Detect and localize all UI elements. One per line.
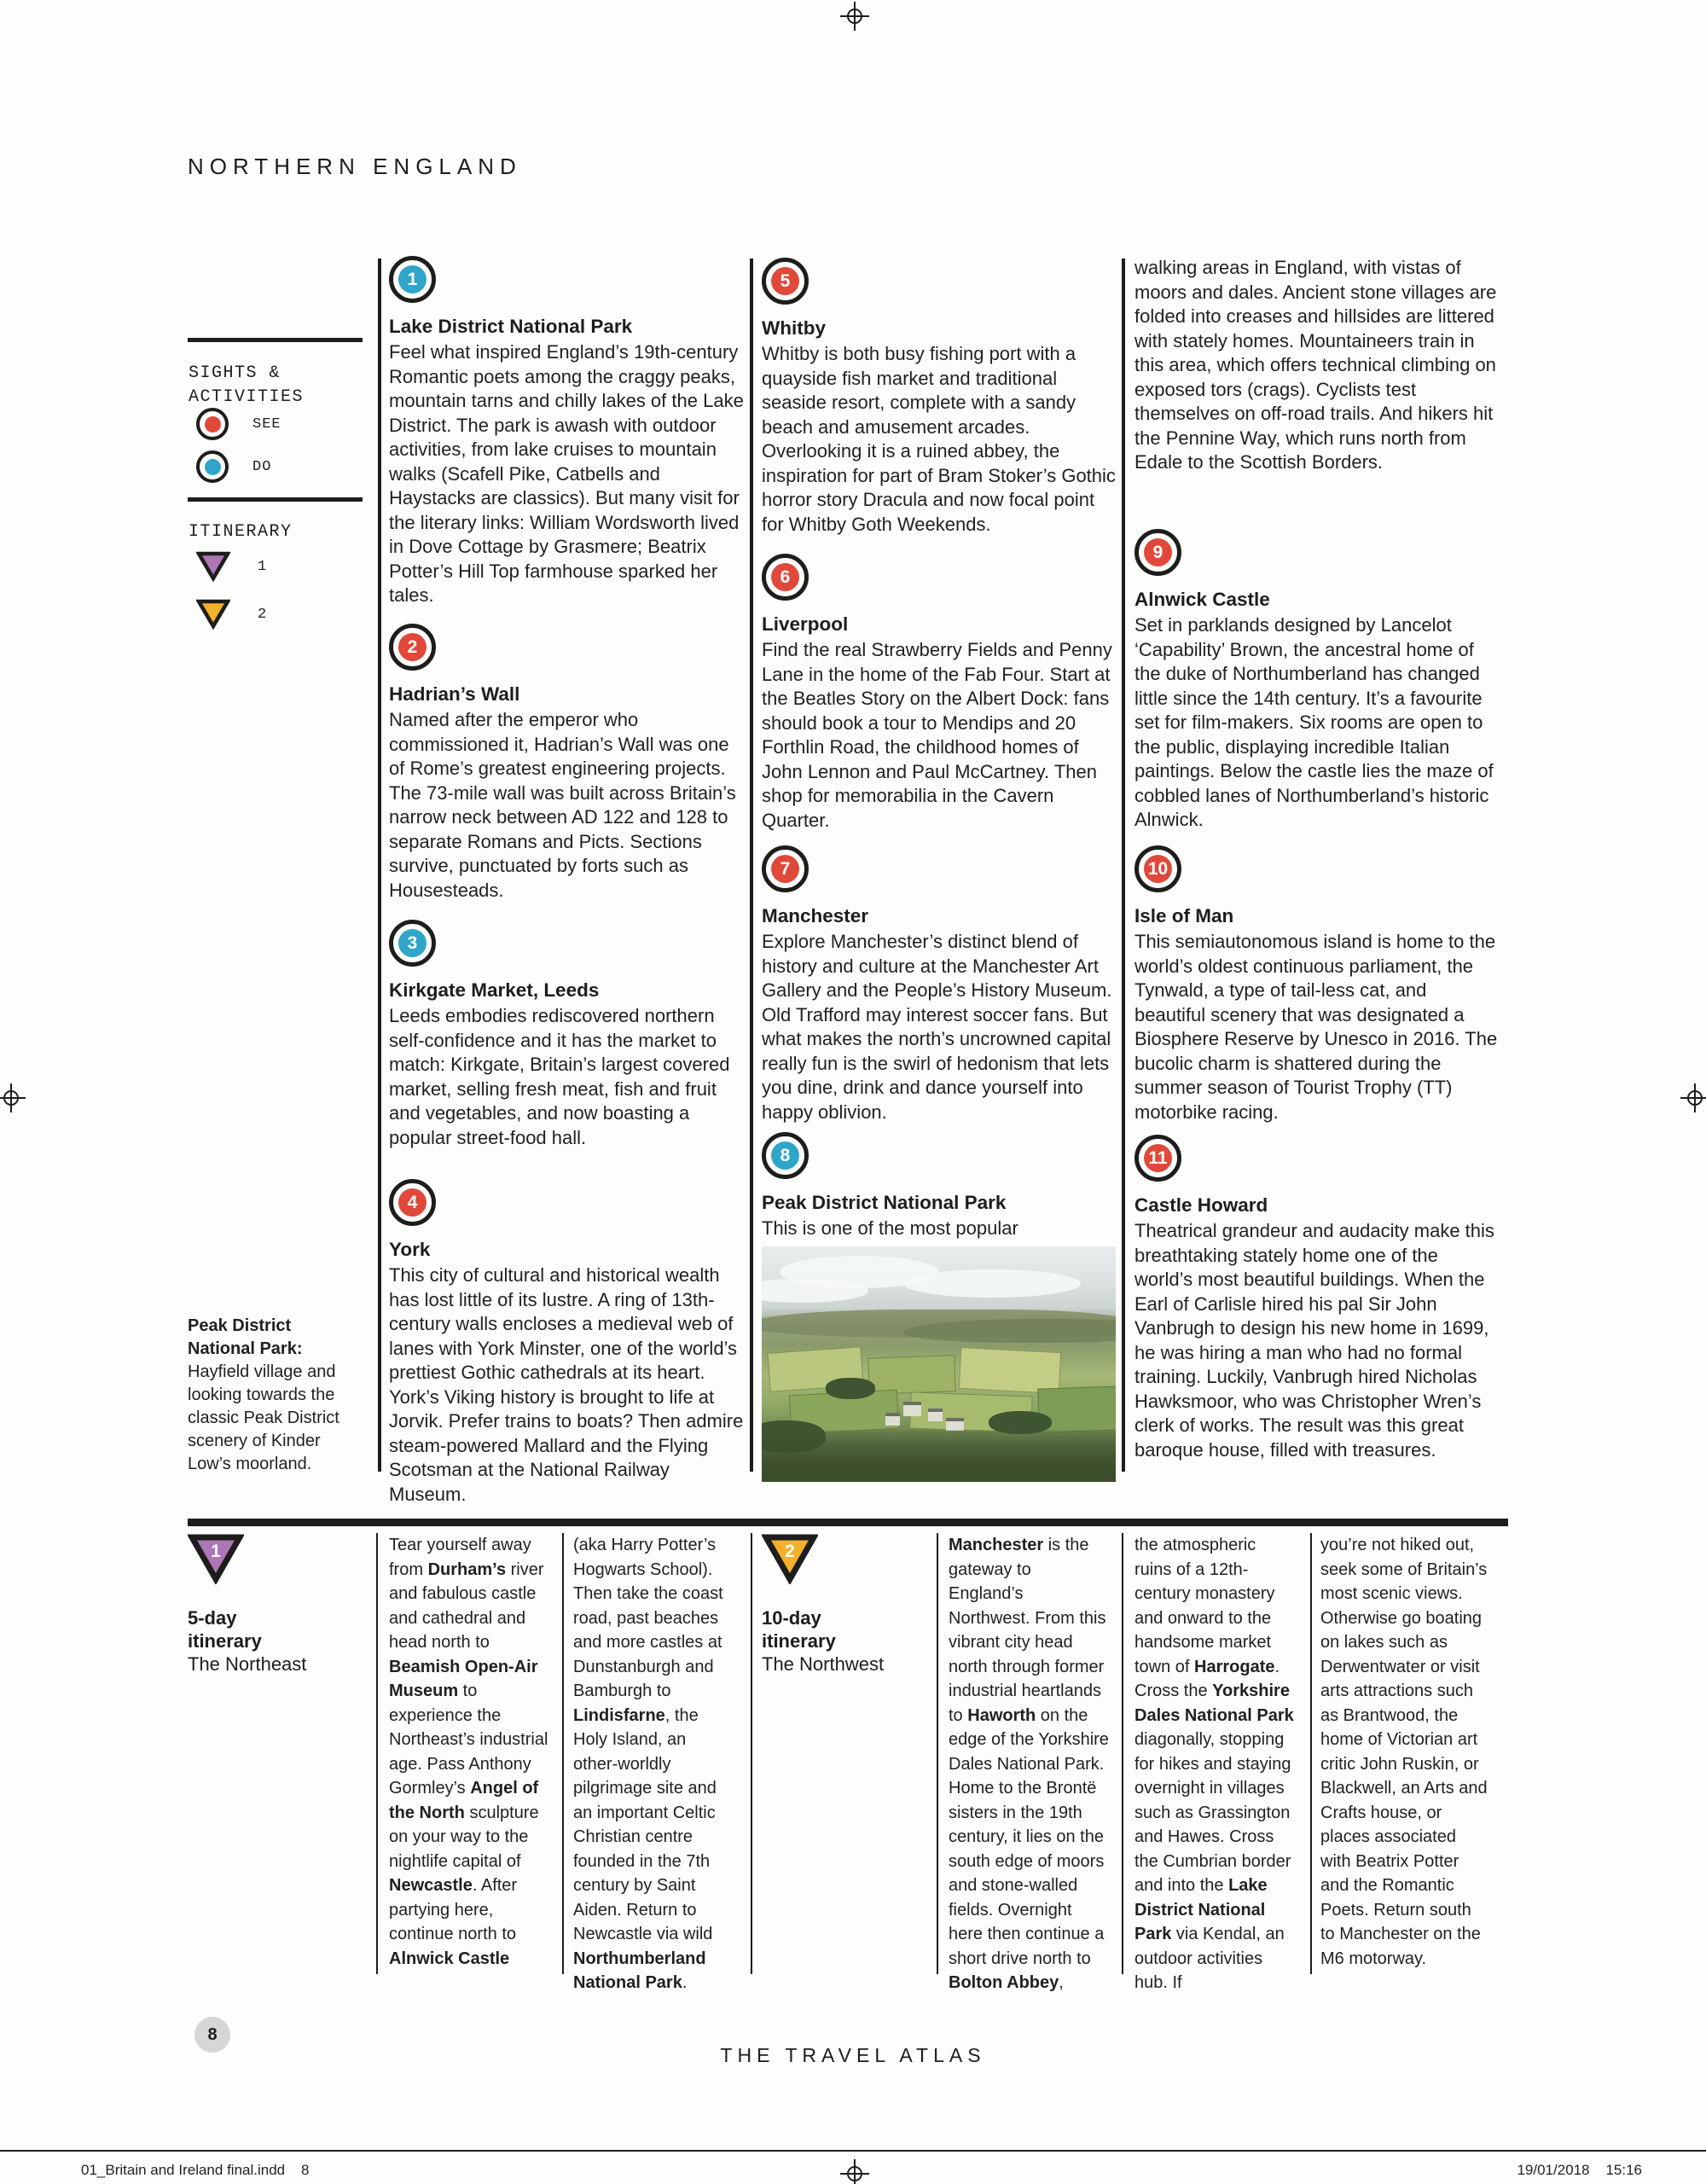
legend-item-itinerary-1 xyxy=(196,551,267,582)
sight-entry xyxy=(762,845,1116,1124)
sight-number: 5 xyxy=(771,267,799,295)
sight-text: Feel what inspired England’s 19th-century Romantic poets among the craggy peaks, mountain tarns and chilly lakes of the Lake District. The park is awash with outdoor activities, from lake cruises to mountain walks (Scafell Pike, Catbells and Haystacks are classics). But many visit for the literary links: William Wordsworth lived in Dove Cottage by Grasmere; Beatrix Potter’s Hill Top farmhouse sparked her tales. xyxy=(389,341,744,606)
sight-number-marker xyxy=(389,624,436,671)
photo-caption-text: Hayfield village and looking towards the classic Peak District scenery of Kinder Low’s moorland. xyxy=(188,1362,339,1473)
itinerary-1-triangle-icon xyxy=(196,551,230,582)
sight-number: 1 xyxy=(398,265,426,293)
legend-item-do xyxy=(196,450,271,483)
print-slug-rule xyxy=(0,2150,1706,2152)
sight-title: Alnwick Castle xyxy=(1134,589,1270,610)
sight-number-marker xyxy=(1134,845,1181,892)
sight-entry xyxy=(389,256,746,608)
sight-number-marker xyxy=(1134,1135,1181,1182)
legend-item-see xyxy=(196,408,281,440)
column-3 xyxy=(1134,0,1500,1519)
sight-number: 7 xyxy=(771,855,799,883)
sight-text: walking areas in England, with vistas of moors and dales. Ancient stone villages are folded into creases and hillsides are littered with stately homes. Mountaineers train in this area, which offers technical climbing on exposed tors (crags). Cyclists test themselves on off-road trails. And hikers hit the Pennine Way, which runs north from Edale to the Scottish Borders. xyxy=(1134,257,1497,473)
itinerary-1-label xyxy=(188,1533,358,1676)
itinerary-text-column xyxy=(949,1533,1109,1995)
sight-entry xyxy=(762,1132,1116,1482)
column-rule xyxy=(937,1533,938,1974)
itinerary-number: 2 xyxy=(785,1542,795,1561)
sight-number: 11 xyxy=(1144,1144,1172,1172)
sight-text: Named after the emperor who commissioned it, Hadrian’s Wall was one of Rome’s greatest engineering projects. The 73-mile wall was built across Britain’s narrow neck between AD 122 and 128 to separate Romans and Picts. Sections survive, punctuated by forts such as Housesteads. xyxy=(389,709,736,901)
sight-entry xyxy=(762,258,1116,537)
sight-entry xyxy=(1134,1135,1500,1462)
column-rule xyxy=(378,258,381,1472)
column-rule xyxy=(1310,1533,1312,1974)
itinerary-text-column xyxy=(573,1533,732,1995)
sight-text: Leeds embodies rediscovered northern self-confidence and it has the market to match: Kirkgate, Britain’s largest covered market, selling fresh meat, fish and fruit and vegetables, and now boasting a popular street-food hall. xyxy=(389,1005,730,1148)
column-rule xyxy=(750,258,753,1472)
registration-mark-icon xyxy=(0,1083,26,1112)
sight-number-marker xyxy=(389,1179,436,1226)
itinerary-text: Tear yourself away from Durham’s river and fabulous castle and cathedral and head north to Beamish Open-Air Museum to experience the Northeast’s industrial age. Pass Anthony Gormley’s Angel of the North sculpture on your way to the nightlife capital of Newcastle. After partying here, continue north to Alnwick Castle xyxy=(389,1536,548,1968)
itinerary-text-column xyxy=(1134,1533,1297,1995)
column-rule xyxy=(1122,1533,1123,1974)
photo-caption xyxy=(188,1315,351,1476)
itinerary-2-triangle-icon xyxy=(196,599,230,630)
registration-mark-icon xyxy=(1680,1083,1706,1112)
sight-text: This city of cultural and historical wealth has lost little of its lustre. A ring of 13th-century walls encloses a medieval web of lanes with York Minster, one of the world’s prettiest Gothic cathedrals at its heart. York’s Viking history is brought to life at Jorvik. Prefer trains to boats? Then admire steam-powered Mallard and the Flying Scotsman at the National Railway Museum. xyxy=(389,1264,744,1505)
sight-title: Lake District National Park xyxy=(389,316,633,337)
sight-entry xyxy=(389,920,746,1150)
itinerary-title: 10-day itinerary The Northwest xyxy=(762,1607,885,1675)
sight-number: 2 xyxy=(398,633,426,661)
sight-text: Explore Manchester’s distinct blend of history and culture at the Manchester Art Gallery and the People’s History Museum. Old Trafford may interest soccer fans. But what makes the north’s uncrowned capital really fun is the swirl of hedonism that lets you dine, drink and dance yourself into happy oblivion. xyxy=(762,931,1112,1123)
itinerary-text-column xyxy=(1320,1533,1488,1971)
sight-number: 9 xyxy=(1144,538,1172,566)
column-rule xyxy=(1122,258,1125,1472)
divider xyxy=(188,497,363,502)
sight-title: Hadrian’s Wall xyxy=(389,683,520,705)
sight-entry xyxy=(389,624,746,903)
sight-number-marker xyxy=(762,1132,809,1179)
legend-label: 1 xyxy=(258,558,268,575)
sight-text: This semiautonomous island is home to the world’s oldest continuous parliament, the Tynwald, a type of tail-less cat, and beautiful scenery that was designated a Biosphere Reserve by Unesco in 2016. The bucolic charm is shattered during the summer season of Tourist Trophy (TT) motorbike racing. xyxy=(1134,931,1498,1123)
sight-number: 8 xyxy=(771,1141,799,1170)
sight-number-marker xyxy=(762,554,809,601)
itinerary-text: Manchester is the gateway to England’s Northwest. From this vibrant city head north through former industrial heartlands to Haworth on the edge of the Yorkshire Dales National Park. Home to the Brontë sisters in the 19th century, it lies on the south edge of moors and stone-walled fields. Overnight here then continue a short drive north to Bolton Abbey, xyxy=(949,1536,1109,1992)
column-2 xyxy=(762,0,1116,1519)
itinerary-text-column xyxy=(389,1533,549,1971)
itinerary-2-label xyxy=(762,1533,924,1676)
sight-title: Liverpool xyxy=(762,613,849,635)
itinerary-number: 1 xyxy=(211,1542,221,1561)
photo-caption-title: Peak District National Park: xyxy=(188,1316,303,1358)
column-1 xyxy=(389,0,746,1519)
sight-title: Castle Howard xyxy=(1134,1194,1268,1216)
sight-entry xyxy=(1134,845,1500,1124)
legend-item-itinerary-2 xyxy=(196,599,267,630)
column-rule xyxy=(751,1533,752,1974)
sight-text: Set in parklands designed by Lancelot ‘Capability’ Brown, the ancestral home of the duke of Northumberland has changed little since the 14th century. It’s a favourite set for film-makers. Six rooms are open to the public, displaying incredible Italian paintings. Below the castle lies the maze of cobbled lanes of Northumberland’s historic Alnwick. xyxy=(1134,614,1494,830)
registration-mark-icon xyxy=(840,2159,869,2184)
continuation-paragraph xyxy=(1134,256,1500,475)
peak-district-photo xyxy=(762,1246,1116,1482)
sight-number-marker xyxy=(762,258,809,305)
sight-number-marker xyxy=(389,256,436,303)
sight-text: This is one of the most popular xyxy=(762,1217,1018,1239)
sight-text: Whitby is both busy fishing port with a quayside fish market and traditional seaside resort, complete with a sandy beach and amusement arcades. Overlooking it is a ruined abbey, the inspiration for part of Bram Stoker’s Gothic horror story Dracula and now focal point for Whitby Goth Weekends. xyxy=(762,343,1116,535)
sight-title: Isle of Man xyxy=(1134,905,1234,926)
sight-number: 10 xyxy=(1144,855,1172,883)
itinerary-text: the atmospheric ruins of a 12th-century monastery and onward to the handsome market town of Harrogate. Cross the Yorkshire Dales National Park diagonally, stopping for hikes and staying overnight in villages such as Grassington and Hawes. Cross the Cumbrian border and into the Lake District National Park via Kendal, an outdoor activities hub. If xyxy=(1134,1536,1294,1992)
sight-text: Theatrical grandeur and audacity make this breathtaking stately home one of the world’s most beautiful buildings. When the Earl of Carlisle hired his pal Sir John Vanbrugh to design his new home in 1699, he was hiring a man who had no formal training. Luckily, Vanbrugh hired Nicholas Hawksmoor, who was Christopher Wren’s clerk of works. The result was this great baroque house, filled with treasures. xyxy=(1134,1220,1494,1461)
divider xyxy=(188,338,363,342)
itinerary-title: 5-day itinerary The Northeast xyxy=(188,1607,307,1675)
column-rule xyxy=(376,1533,378,1974)
sight-title: York xyxy=(389,1239,431,1260)
sight-title: Whitby xyxy=(762,317,826,339)
sight-number-marker xyxy=(389,920,436,967)
sight-title: Peak District National Park xyxy=(762,1192,1007,1213)
itinerary-text: you’re not hiked out, seek some of Britain’s most scenic views. Otherwise go boating on lakes such as Derwentwater or visit arts attractions such as Brantwood, the home of Victorian art critic John Ruskin, or Blackwell, an Arts and Crafts house, or places associated with Beatrix Potter and the Romantic Poets. Return south to Manchester on the M6 motorway. xyxy=(1320,1536,1488,1968)
legend-label: DO xyxy=(252,458,272,475)
do-marker-icon xyxy=(196,450,229,483)
page-number-badge: 8 xyxy=(194,2017,230,2053)
see-marker-icon xyxy=(196,408,229,440)
column-rule xyxy=(562,1533,564,1974)
sight-text: Find the real Strawberry Fields and Penny Lane in the home of the Fab Four. Start at the Beatles Story on the Albert Dock: fans should book a tour to Mendips and 20 Forthlin Road, the childhood homes of John Lennon and Paul McCartney. Then shop for memorabilia in the Cavern Quarter. xyxy=(762,639,1112,831)
sight-number: 6 xyxy=(771,563,799,591)
legend-label: SEE xyxy=(252,415,281,433)
legend-itinerary-title: ITINERARY xyxy=(189,522,293,542)
sight-number-marker xyxy=(762,845,809,892)
section-divider xyxy=(188,1519,1508,1526)
itinerary-text: (aka Harry Potter’s Hogwarts School). Then take the coast road, past beaches and more castles at Dunstanburgh and Bamburgh to Lindisfarne, the Holy Island, an other-worldly pilgrimage site and an important Celtic Christian centre founded in the 7th century by Saint Aiden. Return to Newcastle via wild Northumberland National Park. xyxy=(573,1536,723,1992)
legend-sights-title: SIGHTS & ACTIVITIES xyxy=(189,363,305,407)
print-slug-datetime: 19/01/2018 15:16 xyxy=(1517,2162,1642,2178)
sight-number: 3 xyxy=(398,929,426,957)
legend-label: 2 xyxy=(258,606,268,623)
sight-title: Kirkgate Market, Leeds xyxy=(389,979,600,1001)
footer-brand: THE TRAVEL ATLAS xyxy=(720,2044,986,2066)
sight-entry xyxy=(1134,529,1500,833)
sight-number: 4 xyxy=(398,1188,426,1217)
sight-title: Manchester xyxy=(762,905,869,926)
sight-entry xyxy=(389,1179,746,1507)
sight-number-marker xyxy=(1134,529,1181,576)
section-kicker: NORTHERN ENGLAND xyxy=(188,154,522,179)
sight-entry xyxy=(762,554,1116,833)
print-slug-filename: 01_Britain and Ireland final.indd 8 xyxy=(81,2162,310,2178)
